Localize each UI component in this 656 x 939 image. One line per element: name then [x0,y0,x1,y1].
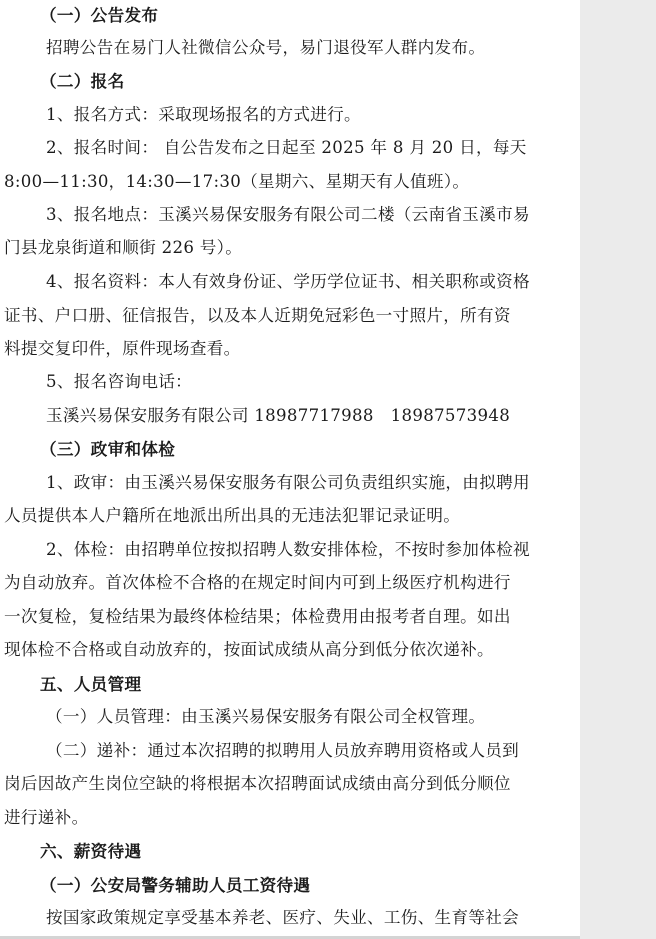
paragraph-line: 岗后因故产生岗位空缺的将根据本次招聘面试成绩由高分到低分顺位 [4,774,511,793]
paragraph-line: 料提交复印件，原件现场查看。 [4,339,241,358]
paragraph-line: （一）人员管理：由玉溪兴易保安服务有限公司全权管理。 [46,707,486,726]
paragraph-line: 8:00—11:30，14:30—17:30（星期六、星期天有人值班）。 [4,172,470,191]
subsection-heading-vetting: （三）政审和体检 [40,439,176,459]
subsection-heading-announcement: （一）公告发布 [40,5,159,25]
contact-phone-line: 玉溪兴易保安服务有限公司 18987717988 18987573948 [46,406,511,425]
paragraph-line: 证书、户口册、征信报告，以及本人近期免冠彩色一寸照片，所有资 [4,306,511,325]
paragraph-line: 进行递补。 [4,808,89,827]
paragraph-line: 为自动放弃。首次体检不合格的在规定时间内可到上级医疗机构进行 [4,573,511,592]
paragraph-line: 1、政审：由玉溪兴易保安服务有限公司负责组织实施，由拟聘用 [46,473,530,492]
paragraph-line: 4、报名资料：本人有效身份证、学历学位证书、相关职称或资格 [46,272,530,291]
paragraph-line: 3、报名地点：玉溪兴易保安服务有限公司二楼（云南省玉溪市易 [46,205,530,224]
paragraph-line: 2、报名时间： 自公告发布之日起至 2025 年 8 月 20 日，每天 [46,138,527,157]
paragraph-line: 5、报名咨询电话： [46,372,193,391]
paragraph-line: 按国家政策规定享受基本养老、医疗、失业、工伤、生育等社会 [46,908,520,927]
paragraph-line: 2、体检：由招聘单位按拟招聘人数安排体检，不按时参加体检视 [46,540,530,559]
subsection-heading-registration: （二）报名 [40,71,125,91]
paragraph-line: （二）递补：通过本次招聘的拟聘用人员放弃聘用资格或人员到 [46,741,520,760]
section-heading-salary: 六、薪资待遇 [40,841,142,861]
scrollbar-track[interactable] [580,0,656,939]
paragraph-line: 人员提供本人户籍所在地派出所出具的无违法犯罪记录证明。 [4,506,461,525]
section-heading-personnel: 五、人员管理 [40,674,142,694]
paragraph-line: 现体检不合格或自动放弃的，按面试成绩从高分到低分依次递补。 [4,640,494,659]
paragraph-line: 招聘公告在易门人社微信公众号，易门退役军人群内发布。 [46,38,486,57]
paragraph-line: 门县龙泉街道和顺街 226 号）。 [4,238,243,257]
paragraph-line: 1、报名方式：采取现场报名的方式进行。 [46,105,361,124]
subsection-heading-salary: （一）公安局警务辅助人员工资待遇 [40,875,311,895]
paragraph-line: 一次复检，复检结果为最终体检结果；体检费用由报考者自理。如出 [4,607,511,626]
